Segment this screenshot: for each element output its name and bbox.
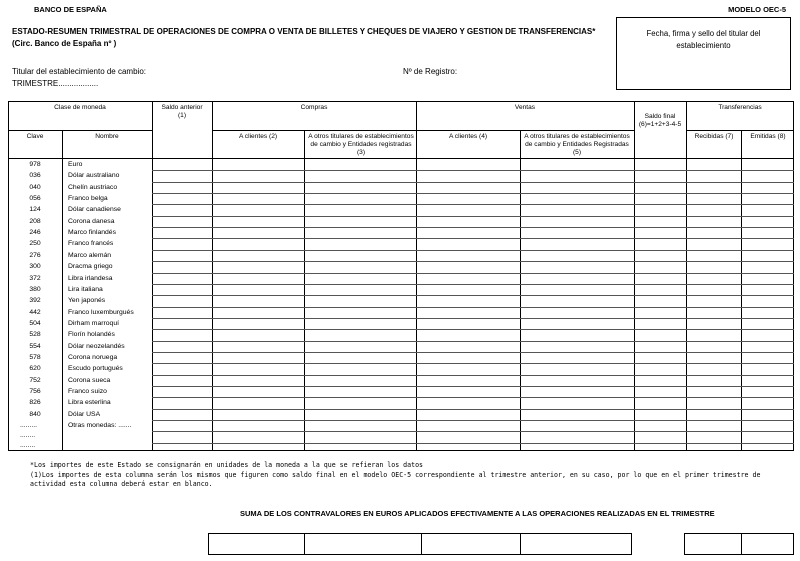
currency-name: Libra irlandesa <box>68 274 113 282</box>
currency-code: 752 <box>29 376 41 384</box>
circular-ref: (Circ. Banco de España nº ) <box>12 39 117 48</box>
currency-code: 840 <box>29 410 41 418</box>
currency-name: Franco belga <box>68 195 108 203</box>
currency-code: 036 <box>29 172 41 180</box>
currency-code: 124 <box>29 206 41 214</box>
transfers-group-header: Transferencias <box>718 104 762 111</box>
currency-code: 300 <box>29 263 41 271</box>
currency-name: Dólar australiano <box>68 172 120 180</box>
currency-code: 826 <box>29 399 41 407</box>
currency-code: 756 <box>29 388 41 395</box>
sell-clients-header: A clientes (4) <box>448 133 488 140</box>
code-header: Clave <box>26 133 44 140</box>
currency-name: Dirham marroquí <box>68 319 119 327</box>
buy-others-header: A otros titulares de establecimientos de cambio y Entidades registradas (3) <box>308 133 414 156</box>
currency-name: Dólar USA <box>68 410 101 418</box>
currency-code: 208 <box>29 217 41 225</box>
currency-name: Chelín austriaco <box>68 183 118 191</box>
currency-code: 276 <box>29 251 41 259</box>
quarter-label: TRIMESTRE.................. <box>12 79 99 88</box>
currency-name: Marco alemán <box>68 251 112 259</box>
currency-code: 380 <box>29 285 41 293</box>
currency-name: Franco francés <box>68 240 114 248</box>
currency-code: 392 <box>29 297 41 305</box>
signature-box-label: Fecha, firma y sello del titular del establecimiento <box>646 29 761 50</box>
currency-name: Lira italiana <box>68 285 103 293</box>
sales-group-header: Ventas <box>514 104 536 111</box>
other-currencies-label: Otras monedas: ....... <box>68 422 132 430</box>
prev-balance-header: Saldo anterior (1) <box>161 104 203 119</box>
currency-code: 578 <box>29 353 41 361</box>
currency-name: Escudo portugués <box>68 365 123 373</box>
currency-code: 620 <box>29 365 41 373</box>
summary-box-transfers[interactable] <box>684 533 794 555</box>
signature-box[interactable] <box>616 17 791 90</box>
currency-code: 040 <box>29 183 41 191</box>
note-1: (1)Los importes de esta columna serán los mismos que figuren como saldo final en el modelo OEC-5 correspondiente al trimestre anterior, en su caso, por lo que en el primer trimestre de actividad esta columna deberá estar en blanco. <box>30 471 761 488</box>
bank-name: BANCO DE ESPAÑA <box>34 5 107 14</box>
currency-name: Corona noruega <box>68 353 118 361</box>
received-header: Recibidas (7) <box>694 133 734 140</box>
name-header: Nombre <box>95 133 119 140</box>
currency-group-header: Clase de moneda <box>54 104 106 111</box>
holder-label: Titular del establecimiento de cambio: <box>12 67 146 76</box>
registry-label: Nº de Registro: <box>403 67 458 76</box>
other-code-placeholder: ........ <box>20 442 36 450</box>
final-balance-header: Saldo final (6)=1+2+3-4-5 <box>638 113 682 128</box>
currency-code: 554 <box>29 342 41 350</box>
currency-name: Marco finlandés <box>68 229 116 237</box>
currency-name: Dólar neozelandés <box>68 342 125 350</box>
currency-name: Euro <box>68 161 83 168</box>
currency-name: Dólar canadiense <box>68 206 121 214</box>
currency-name: Libra esterlina <box>68 399 111 407</box>
note-star: *Los importes de este Estado se consignarán en unidades de la moneda a la que se refieran los datos <box>30 461 424 469</box>
currency-name: Yen japonés <box>68 297 106 305</box>
currency-code: 978 <box>29 161 41 168</box>
other-code-placeholder: ........ <box>20 432 36 440</box>
purchases-group-header: Compras <box>300 104 328 111</box>
currency-name: Franco luxemburgués <box>68 308 134 316</box>
currency-code: 442 <box>29 308 41 316</box>
currency-code: 056 <box>29 195 41 203</box>
summary-title: SUMA DE LOS CONTRAVALORES EN EUROS APLICADOS EFECTIVAMENTE A LAS OPERACIONES REALIZADAS EN EL TRIMESTRE <box>240 509 715 518</box>
form-title: ESTADO-RESUMEN TRIMESTRAL DE OPERACIONES DE COMPRA O VENTA DE BILLETES Y CHEQUES DE VIAJERO Y GESTION DE TRANSFERENCIAS* <box>12 27 596 36</box>
issued-header: Emitidas (8) <box>750 133 786 140</box>
sell-others-header: A otros titulares de establecimientos de cambio y Entidades Registradas (5) <box>524 133 630 156</box>
summary-box-main[interactable] <box>208 533 632 555</box>
other-code-placeholder: ......... <box>20 422 37 430</box>
buy-clients-header: A clientes (2) <box>238 133 278 140</box>
currency-code: 528 <box>29 331 41 339</box>
currency-name: Florín holandés <box>68 331 115 339</box>
currency-name: Franco suizo <box>68 388 107 395</box>
currency-code: 504 <box>29 319 41 327</box>
currency-name: Corona danesa <box>68 217 115 225</box>
currency-name: Dracma griego <box>68 263 113 271</box>
currency-code: 246 <box>29 229 41 237</box>
currency-code: 250 <box>29 240 41 248</box>
currency-name: Corona sueca <box>68 376 111 384</box>
model-code: MODELO OEC-5 <box>728 5 786 14</box>
currency-code: 372 <box>29 274 41 282</box>
